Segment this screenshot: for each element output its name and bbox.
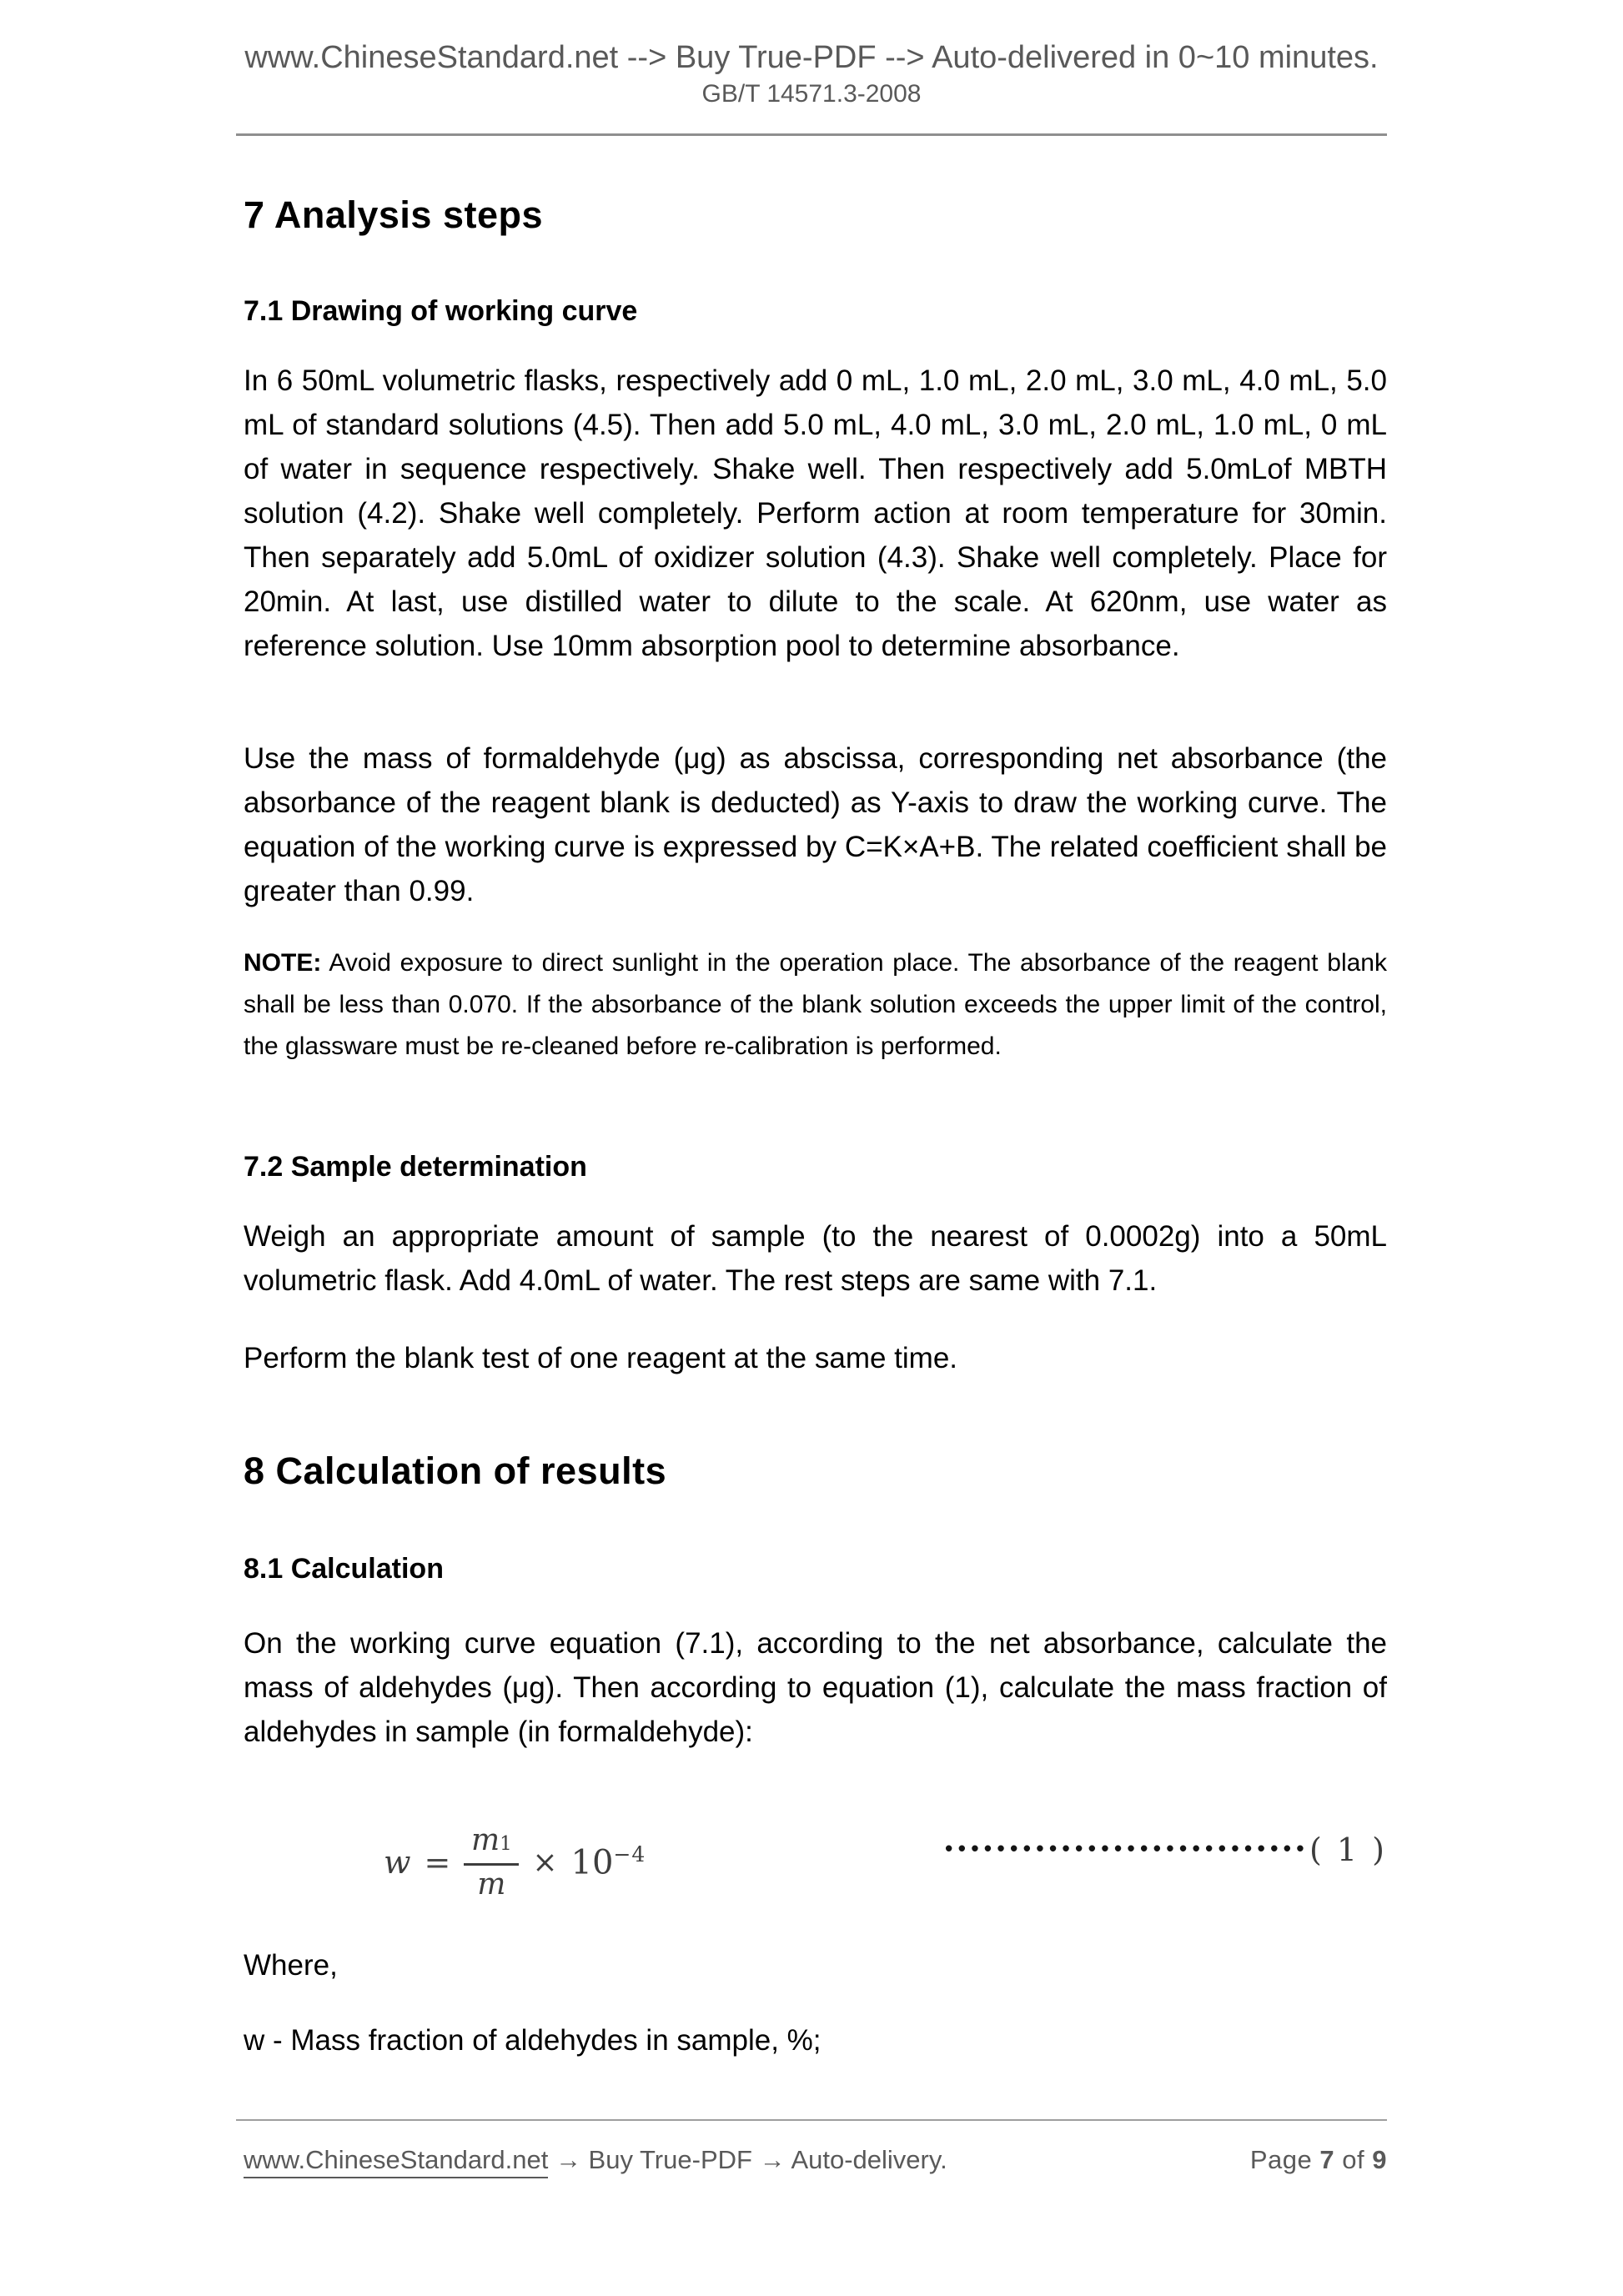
heading-8-calculation-of-results: 8 Calculation of results	[244, 1449, 667, 1492]
leader-dots: ••••••••••••••••••••••••••••	[945, 1835, 1309, 1861]
heading-7-2-sample-determination: 7.2 Sample determination	[244, 1151, 587, 1183]
paragraph-7-1-working-curve: Use the mass of formaldehyde (μg) as abscissa, corresponding net absorbance (the absorbance of the reagent blank is deducted) as Y-axis to draw the working curve. The equation of the working curve is expressed by C=K×A+B. The related coefficient shall be greater than 0.99.	[244, 742, 1387, 907]
footer-text: → Buy True-PDF → Auto-delivery.	[548, 2145, 947, 2174]
equation-1-block	[244, 1808, 1387, 1917]
heading-7-analysis-steps: 7 Analysis steps	[244, 193, 544, 236]
formula-multiply-sign: ×	[532, 1845, 558, 1880]
formula-numerator-subscript: 1	[500, 1832, 512, 1855]
header-tagline: www.ChineseStandard.net --> Buy True-PDF --> Auto-delivered in 0~10 minutes.	[244, 40, 1379, 75]
page-indicator	[1250, 2145, 1387, 2175]
formula-denominator: m	[477, 1866, 506, 1902]
formula-exponent: −4	[613, 1842, 646, 1867]
page-total: 9	[1372, 2145, 1387, 2174]
note-text: Avoid exposure to direct sunlight in the operation place. The absorbance of the reagent blank shall be less than 0.070. If the absorbance of the blank solution exceeds the upper limit of the control, the glassware must be re-cleaned before re-calibration is performed.	[244, 949, 1387, 1060]
where-label: Where,	[244, 1949, 338, 1982]
w-definition: w - Mass fraction of aldehydes in sample, %;	[244, 2024, 822, 2057]
header-divider	[236, 133, 1387, 136]
formula-lhs-w: w	[384, 1844, 411, 1881]
page-current: 7	[1319, 2145, 1335, 2174]
heading-8-1-calculation: 8.1 Calculation	[244, 1553, 444, 1585]
heading-7-1-drawing-working-curve: 7.1 Drawing of working curve	[244, 295, 638, 327]
formula-w-equation	[384, 1808, 646, 1917]
equation-number: ( 1 )	[1309, 1831, 1387, 1868]
fraction-bar	[464, 1863, 519, 1866]
equation-leader	[945, 1808, 1387, 1892]
page-label: Page	[1249, 2145, 1313, 2174]
footer-link[interactable]: www.ChineseStandard.net	[244, 2145, 548, 2178]
paragraph-7-1-procedure: In 6 50mL volumetric flasks, respectively add 0 mL, 1.0 mL, 2.0 mL, 3.0 mL, 4.0 mL, 5.0 mL of standard solutions (4.5). Then add 5.0 mL, 4.0 mL, 3.0 mL, 2.0 mL, 1.0 mL, 0 mL of water in sequence respectively. Shake well. Then respectively add 5.0mLof MBTH solution (4.2). Shake well completely. Perform action at room temperature for 30min. Then separately add 5.0mL of oxidizer solution (4.3). Shake well completely. Place for 20min. At last, use distilled water to dilute to the scale. At 620nm, use water as reference solution. Use 10mm absorption pool to determine absorbance.	[244, 364, 1387, 662]
formula-fraction	[464, 1824, 519, 1902]
header-doc-number: GB/T 14571.3-2008	[701, 80, 922, 108]
formula-numerator: m1	[470, 1822, 512, 1857]
footer-divider	[236, 2119, 1387, 2121]
of-label: of	[1342, 2145, 1365, 2174]
footer	[244, 2145, 1387, 2175]
footer-left	[244, 2145, 947, 2175]
formula-power-of-ten: $10^{-4}$	[570, 1842, 646, 1882]
paragraph-8-1-calculation: On the working curve equation (7.1), according to the net absorbance, calculate the mass of aldehydes (μg). Then according to equation (1), calculate the mass fraction of aldehydes in sample (in formaldehyde):	[244, 1627, 1387, 1748]
paragraph-7-2-weigh: Weigh an appropriate amount of sample (to the nearest of 0.0002g) into a 50mL volumetric flask. Add 4.0mL of water. The rest steps are same with 7.1.	[244, 1220, 1387, 1297]
note-7-1	[244, 942, 1387, 1068]
note-label: NOTE:	[244, 949, 322, 977]
paragraph-7-2-blank-test: Perform the blank test of one reagent at the same time.	[244, 1342, 958, 1374]
formula-equals-sign: =	[424, 1844, 451, 1881]
